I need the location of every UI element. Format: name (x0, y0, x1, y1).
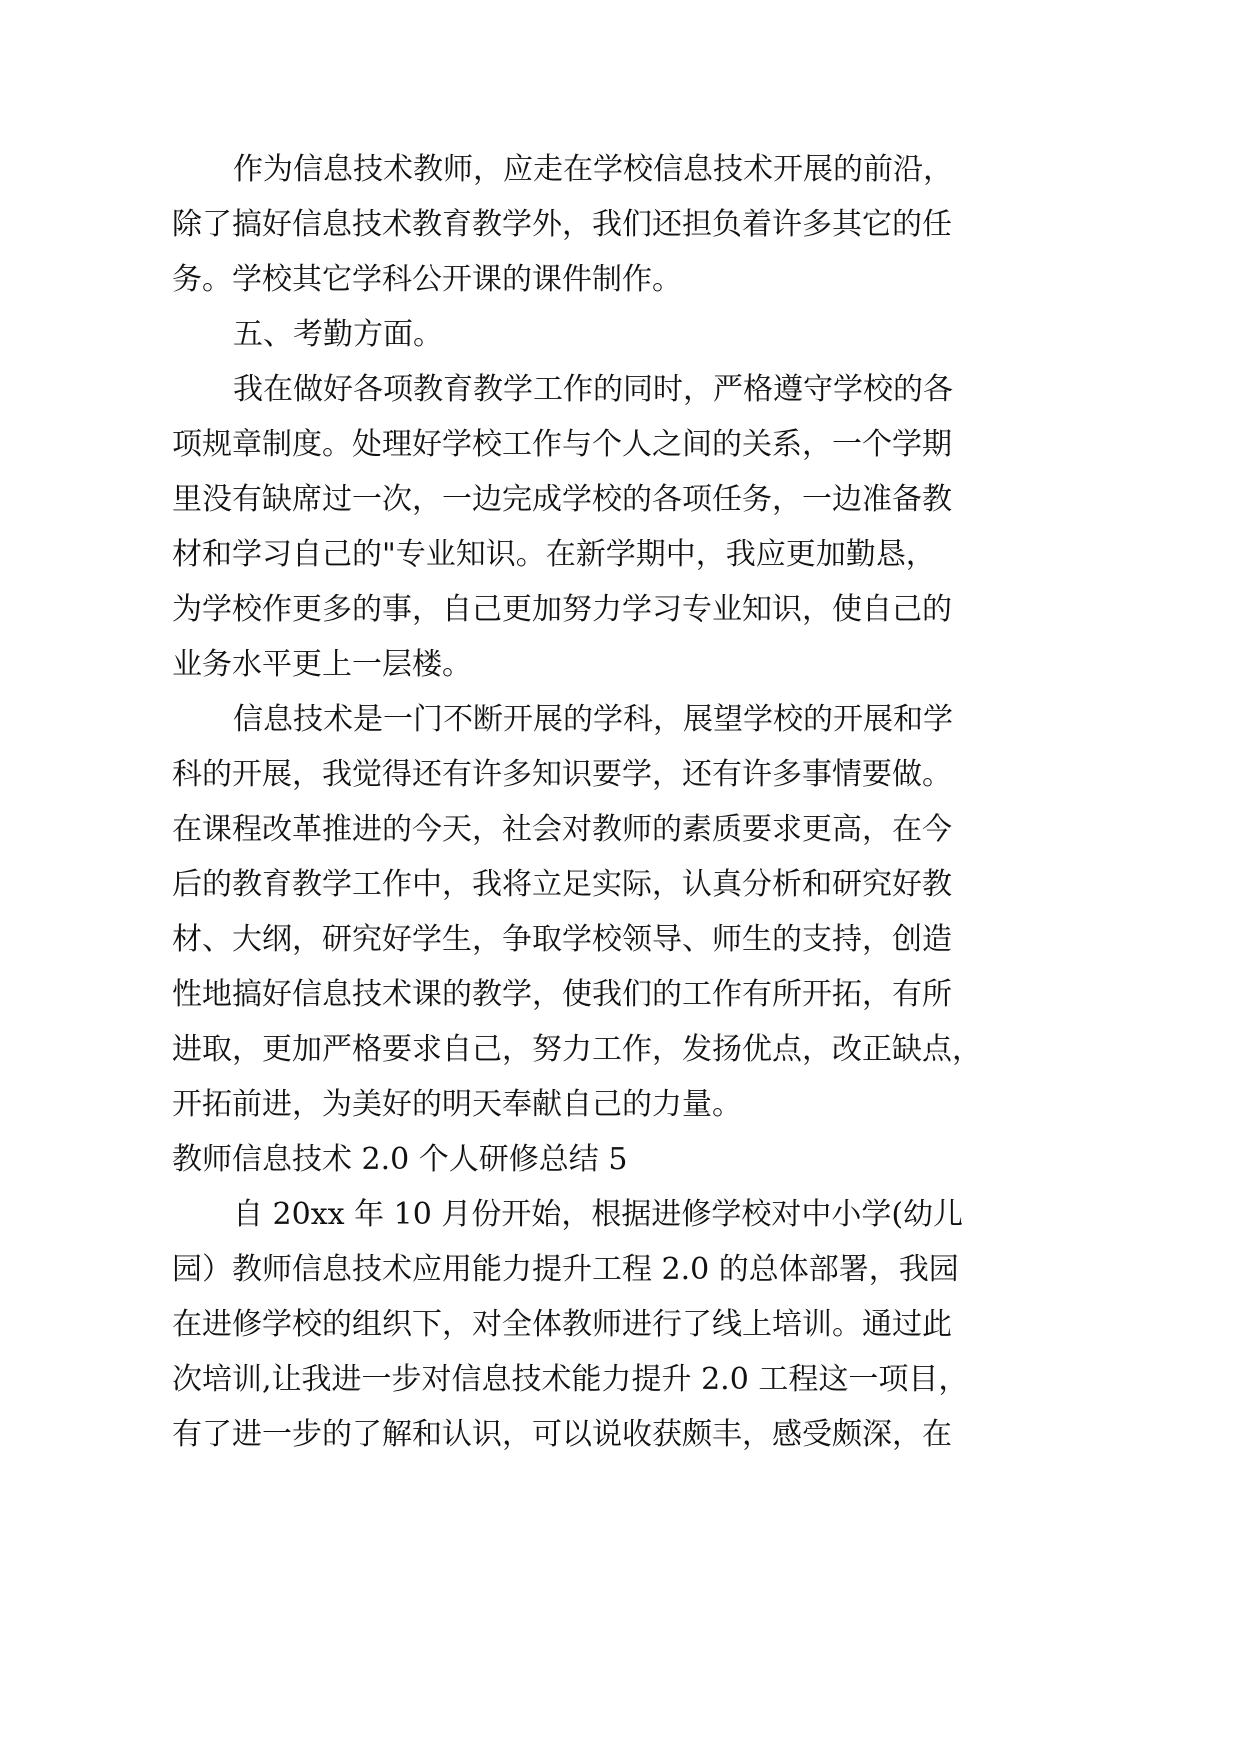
text-line: 在进修学校的组织下，对全体教师进行了线上培训。通过此 (172, 1307, 952, 1342)
document-title: 教师信息技术 2.0 个人研修总结 5 (172, 1142, 628, 1177)
text-line: 材、大纲，研究好学生，争取学校领导、师生的支持，创造 (172, 922, 952, 957)
section-heading: 五、考勤方面。 (233, 317, 443, 352)
text-line: 除了搞好信息技术教育教学外，我们还担负着许多其它的任 (172, 207, 952, 242)
text-line: 务。学校其它学科公开课的课件制作。 (172, 262, 682, 297)
text-line: 次培训,让我进一步对信息技术能力提升 2.0 工程这一项目， (172, 1362, 969, 1397)
text-line: 科的开展，我觉得还有许多知识要学，还有许多事情要做。 (172, 757, 952, 792)
text-line: 作为信息技术教师，应走在学校信息技术开展的前沿， (233, 152, 953, 187)
text-line: 进取，更加严格要求自己，努力工作，发扬优点，改正缺点， (172, 1032, 982, 1067)
text-line: 园）教师信息技术应用能力提升工程 2.0 的总体部署，我园 (172, 1252, 959, 1287)
text-line: 我在做好各项教育教学工作的同时，严格遵守学校的各 (233, 372, 953, 407)
text-line: 里没有缺席过一次，一边完成学校的各项任务，一边准备教 (172, 482, 952, 517)
text-line: 为学校作更多的事，自己更加努力学习专业知识，使自己的 (172, 592, 952, 627)
text-line: 信息技术是一门不断开展的学科，展望学校的开展和学 (233, 702, 953, 737)
text-line: 项规章制度。处理好学校工作与个人之间的关系，一个学期 (172, 427, 952, 462)
text-line: 开拓前进，为美好的明天奉献自己的力量。 (172, 1087, 742, 1122)
text-line: 有了进一步的了解和认识，可以说收获颇丰，感受颇深，在 (172, 1417, 952, 1452)
text-line: 材和学习自己的"专业知识。在新学期中，我应更加勤恳， (172, 537, 936, 572)
text-line: 自 20xx 年 10 月份开始，根据进修学校对中小学(幼儿 (233, 1197, 964, 1232)
text-line: 在课程改革推进的今天，社会对教师的素质要求更高，在今 (172, 812, 952, 847)
text-line: 后的教育教学工作中，我将立足实际，认真分析和研究好教 (172, 867, 952, 902)
text-line: 性地搞好信息技术课的教学，使我们的工作有所开拓，有所 (172, 977, 952, 1012)
text-line: 业务水平更上一层楼。 (172, 647, 472, 682)
